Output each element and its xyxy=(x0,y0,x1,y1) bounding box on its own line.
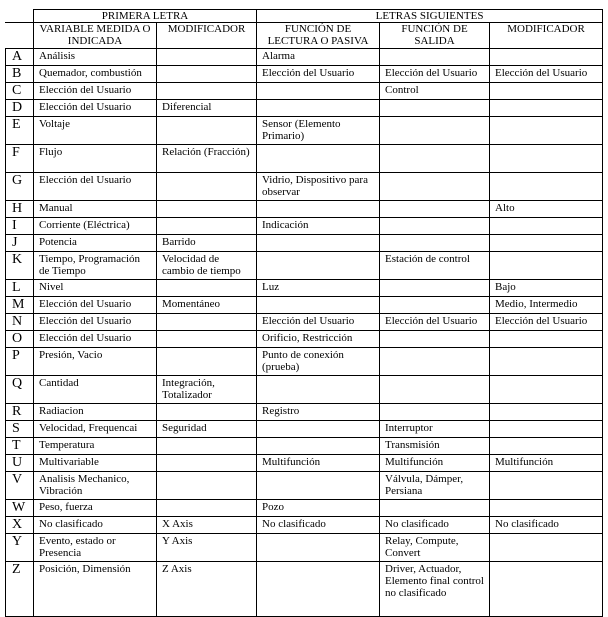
cell-salida xyxy=(380,145,490,173)
cell-mod2: Alto xyxy=(490,201,603,218)
table-row xyxy=(6,66,603,83)
cell-mod1: X Axis xyxy=(157,517,257,534)
cell-variable: Elección del Usuario xyxy=(34,83,157,100)
cell-variable: Evento, estado or Presencia xyxy=(34,534,157,562)
cell-mod2 xyxy=(490,472,603,500)
cell-variable: Presión, Vacio xyxy=(34,348,157,376)
cell-letter: F xyxy=(6,145,34,173)
cell-letter: T xyxy=(6,438,34,455)
cell-mod2: No clasificado xyxy=(490,517,603,534)
cell-mod2 xyxy=(490,438,603,455)
cell-mod1: Relación (Fracción) xyxy=(157,145,257,173)
cell-salida xyxy=(380,500,490,517)
header-modificador-2: MODIFICADOR xyxy=(490,23,603,49)
cell-mod2 xyxy=(490,534,603,562)
cell-mod1 xyxy=(157,173,257,201)
table-row xyxy=(6,376,603,404)
cell-letter: W xyxy=(6,500,34,517)
cell-salida xyxy=(380,100,490,117)
cell-variable: Cantidad xyxy=(34,376,157,404)
cell-mod2 xyxy=(490,562,603,617)
table-row xyxy=(6,517,603,534)
cell-salida: Elección del Usuario xyxy=(380,314,490,331)
table-row xyxy=(6,100,603,117)
cell-letter: N xyxy=(6,314,34,331)
cell-salida: Interruptor xyxy=(380,421,490,438)
cell-letter: K xyxy=(6,252,34,280)
cell-lectura xyxy=(257,100,380,117)
cell-letter: P xyxy=(6,348,34,376)
cell-lectura xyxy=(257,235,380,252)
cell-mod1: Barrido xyxy=(157,235,257,252)
cell-letter: M xyxy=(6,297,34,314)
cell-mod1 xyxy=(157,66,257,83)
cell-letter: L xyxy=(6,280,34,297)
cell-mod2 xyxy=(490,404,603,421)
table-row xyxy=(6,252,603,280)
cell-mod2 xyxy=(490,376,603,404)
cell-lectura: Sensor (Elemento Primario) xyxy=(257,117,380,145)
table-row xyxy=(6,472,603,500)
cell-lectura xyxy=(257,438,380,455)
table-body xyxy=(6,49,603,617)
table-row xyxy=(6,145,603,173)
cell-variable: Radiacion xyxy=(34,404,157,421)
cell-mod2 xyxy=(490,421,603,438)
cell-lectura: Registro xyxy=(257,404,380,421)
cell-mod2 xyxy=(490,49,603,66)
cell-salida: Multifunción xyxy=(380,455,490,472)
table-row xyxy=(6,534,603,562)
cell-mod2 xyxy=(490,218,603,235)
cell-mod1 xyxy=(157,218,257,235)
cell-mod1 xyxy=(157,500,257,517)
header-row-columns xyxy=(6,23,603,49)
cell-variable: Tiempo, Programación de Tiempo xyxy=(34,252,157,280)
cell-lectura xyxy=(257,562,380,617)
cell-variable: Elección del Usuario xyxy=(34,331,157,348)
cell-mod2 xyxy=(490,117,603,145)
cell-lectura xyxy=(257,252,380,280)
header-corner xyxy=(6,10,34,23)
cell-lectura: Pozo xyxy=(257,500,380,517)
table-row xyxy=(6,280,603,297)
header-letter-blank xyxy=(6,23,34,49)
cell-mod1 xyxy=(157,455,257,472)
header-primera-letra: PRIMERA LETRA xyxy=(34,10,257,23)
cell-salida: Transmisión xyxy=(380,438,490,455)
cell-salida: Control xyxy=(380,83,490,100)
cell-letter: O xyxy=(6,331,34,348)
cell-salida xyxy=(380,49,490,66)
cell-letter: H xyxy=(6,201,34,218)
table-row xyxy=(6,438,603,455)
table-row xyxy=(6,49,603,66)
cell-mod2: Bajo xyxy=(490,280,603,297)
cell-letter: S xyxy=(6,421,34,438)
cell-variable: Multivariable xyxy=(34,455,157,472)
cell-variable: Voltaje xyxy=(34,117,157,145)
cell-lectura: Indicación xyxy=(257,218,380,235)
cell-variable: Nivel xyxy=(34,280,157,297)
cell-variable: Peso, fuerza xyxy=(34,500,157,517)
cell-letter: J xyxy=(6,235,34,252)
cell-letter: R xyxy=(6,404,34,421)
cell-variable: Temperatura xyxy=(34,438,157,455)
cell-variable: Flujo xyxy=(34,145,157,173)
cell-variable: Velocidad, Frequencai xyxy=(34,421,157,438)
cell-salida: Estación de control xyxy=(380,252,490,280)
cell-letter: G xyxy=(6,173,34,201)
cell-lectura xyxy=(257,534,380,562)
cell-salida xyxy=(380,173,490,201)
cell-lectura: Luz xyxy=(257,280,380,297)
table-row xyxy=(6,83,603,100)
cell-letter: V xyxy=(6,472,34,500)
cell-lectura xyxy=(257,83,380,100)
cell-salida xyxy=(380,376,490,404)
table-row xyxy=(6,235,603,252)
table-row xyxy=(6,218,603,235)
cell-letter: X xyxy=(6,517,34,534)
cell-salida xyxy=(380,218,490,235)
cell-salida xyxy=(380,348,490,376)
cell-variable: Quemador, combustión xyxy=(34,66,157,83)
cell-letter: Q xyxy=(6,376,34,404)
cell-mod1 xyxy=(157,314,257,331)
cell-lectura: Orificio, Restricción xyxy=(257,331,380,348)
cell-lectura: Elección del Usuario xyxy=(257,66,380,83)
cell-mod1 xyxy=(157,280,257,297)
cell-mod2 xyxy=(490,331,603,348)
cell-mod2: Multifunción xyxy=(490,455,603,472)
table-row xyxy=(6,297,603,314)
cell-mod1: Z Axis xyxy=(157,562,257,617)
cell-salida xyxy=(380,201,490,218)
cell-variable: Elección del Usuario xyxy=(34,173,157,201)
cell-letter: B xyxy=(6,66,34,83)
table-row xyxy=(6,173,603,201)
table-row xyxy=(6,455,603,472)
header-funcion-salida: FUNCIÓN DE SALIDA xyxy=(380,23,490,49)
table-row xyxy=(6,201,603,218)
cell-lectura: No clasificado xyxy=(257,517,380,534)
table-row xyxy=(6,314,603,331)
cell-mod1: Seguridad xyxy=(157,421,257,438)
instrument-letter-table xyxy=(5,9,603,617)
cell-mod1 xyxy=(157,331,257,348)
cell-lectura xyxy=(257,472,380,500)
cell-mod1: Integración, Totalizador xyxy=(157,376,257,404)
cell-mod1 xyxy=(157,348,257,376)
cell-salida xyxy=(380,235,490,252)
cell-variable: Potencia xyxy=(34,235,157,252)
cell-variable: Manual xyxy=(34,201,157,218)
table-row xyxy=(6,331,603,348)
cell-mod2 xyxy=(490,83,603,100)
header-variable: VARIABLE MEDIDA O INDICADA xyxy=(34,23,157,49)
header-letras-siguientes: LETRAS SIGUIENTES xyxy=(257,10,603,23)
cell-mod1 xyxy=(157,404,257,421)
cell-lectura xyxy=(257,145,380,173)
cell-lectura: Punto de conexión (prueba) xyxy=(257,348,380,376)
cell-lectura xyxy=(257,201,380,218)
cell-mod2 xyxy=(490,252,603,280)
cell-mod1 xyxy=(157,201,257,218)
table-row xyxy=(6,348,603,376)
cell-lectura: Elección del Usuario xyxy=(257,314,380,331)
cell-letter: Z xyxy=(6,562,34,617)
cell-mod2 xyxy=(490,145,603,173)
cell-mod1: Momentáneo xyxy=(157,297,257,314)
cell-salida: Driver, Actuador, Elemento final control no clasificado xyxy=(380,562,490,617)
cell-letter: U xyxy=(6,455,34,472)
cell-lectura xyxy=(257,297,380,314)
cell-letter: E xyxy=(6,117,34,145)
cell-mod1 xyxy=(157,49,257,66)
table-row xyxy=(6,500,603,517)
cell-mod1: Y Axis xyxy=(157,534,257,562)
cell-lectura xyxy=(257,421,380,438)
cell-salida xyxy=(380,280,490,297)
cell-mod2: Medio, Intermedio xyxy=(490,297,603,314)
cell-salida xyxy=(380,297,490,314)
table-row xyxy=(6,404,603,421)
cell-mod2: Elección del Usuario xyxy=(490,314,603,331)
cell-variable: Analisis Mechanico, Vibración xyxy=(34,472,157,500)
cell-salida xyxy=(380,404,490,421)
cell-letter: I xyxy=(6,218,34,235)
cell-salida: Relay, Compute, Convert xyxy=(380,534,490,562)
cell-mod1 xyxy=(157,117,257,145)
cell-variable: Análisis xyxy=(34,49,157,66)
cell-mod2 xyxy=(490,100,603,117)
cell-mod1 xyxy=(157,472,257,500)
cell-mod1: Diferencial xyxy=(157,100,257,117)
cell-variable: Elección del Usuario xyxy=(34,100,157,117)
cell-mod1: Velocidad de cambio de tiempo xyxy=(157,252,257,280)
cell-mod2 xyxy=(490,235,603,252)
cell-variable: Posición, Dimensión xyxy=(34,562,157,617)
cell-mod2 xyxy=(490,348,603,376)
cell-letter: D xyxy=(6,100,34,117)
cell-mod2 xyxy=(490,173,603,201)
table-row xyxy=(6,421,603,438)
cell-mod2 xyxy=(490,500,603,517)
cell-variable: Elección del Usuario xyxy=(34,297,157,314)
cell-lectura: Vidrio, Dispositivo para observar xyxy=(257,173,380,201)
table-row xyxy=(6,117,603,145)
cell-variable: No clasificado xyxy=(34,517,157,534)
cell-mod1 xyxy=(157,438,257,455)
cell-mod1 xyxy=(157,83,257,100)
cell-mod2: Elección del Usuario xyxy=(490,66,603,83)
cell-salida: Elección del Usuario xyxy=(380,66,490,83)
cell-salida: No clasificado xyxy=(380,517,490,534)
cell-variable: Corriente (Eléctrica) xyxy=(34,218,157,235)
cell-salida: Válvula, Dámper, Persiana xyxy=(380,472,490,500)
cell-lectura xyxy=(257,376,380,404)
header-modificador-1: MODIFICADOR xyxy=(157,23,257,49)
table-row xyxy=(6,562,603,617)
cell-salida xyxy=(380,331,490,348)
header-funcion-lectura: FUNCIÓN DE LECTURA O PASIVA xyxy=(257,23,380,49)
cell-variable: Elección del Usuario xyxy=(34,314,157,331)
header-row-groups xyxy=(6,10,603,23)
cell-lectura: Alarma xyxy=(257,49,380,66)
cell-letter: C xyxy=(6,83,34,100)
cell-salida xyxy=(380,117,490,145)
cell-letter: A xyxy=(6,49,34,66)
cell-letter: Y xyxy=(6,534,34,562)
cell-lectura: Multifunción xyxy=(257,455,380,472)
